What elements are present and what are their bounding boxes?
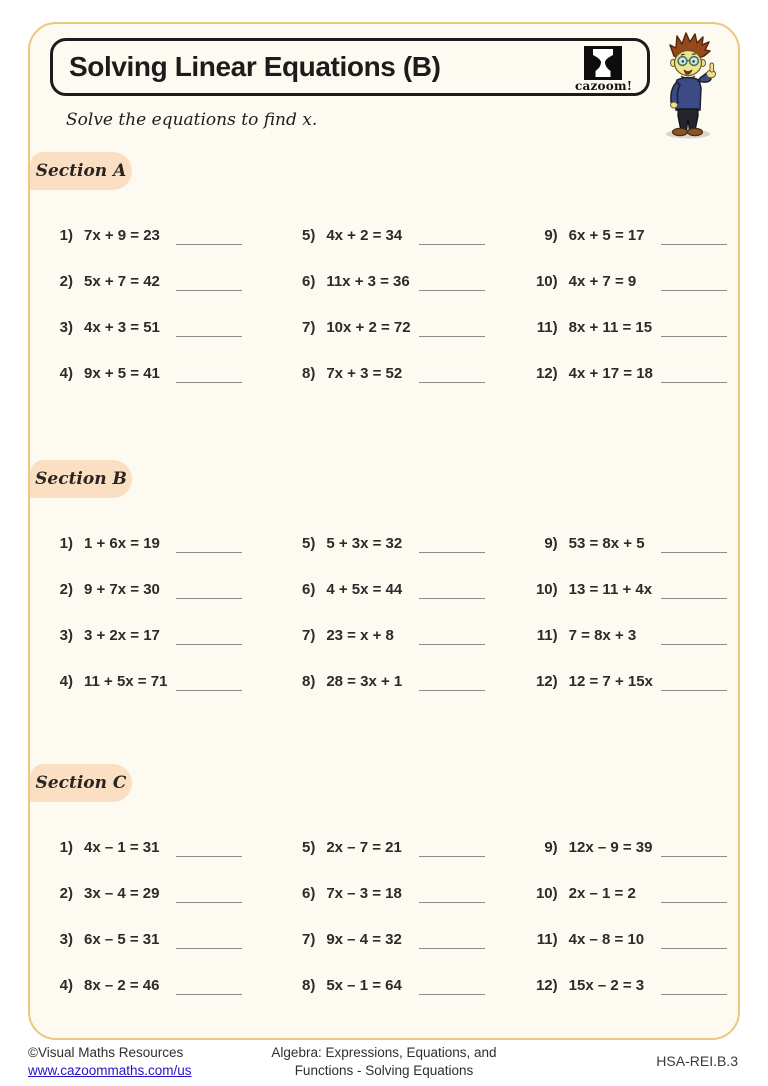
- problem-number: 5): [301, 838, 316, 856]
- problem-number: 7): [301, 930, 316, 948]
- problem-number: 9): [544, 838, 558, 856]
- logo-wordmark: cazoom!: [575, 79, 633, 93]
- answer-line: [661, 690, 727, 691]
- equation-problem: [45, 962, 242, 1008]
- equation-problem: [530, 824, 727, 870]
- equation-text: 13 = 11 + 4x: [568, 580, 653, 598]
- problem-number: 8): [301, 976, 316, 994]
- answer-line: [419, 598, 485, 599]
- equation-problem: [45, 566, 242, 612]
- equation-problem: [530, 916, 727, 962]
- equation-text: 9x + 5 = 41: [84, 364, 160, 382]
- equation-text: 4x + 7 = 9: [568, 272, 637, 290]
- answer-line: [661, 336, 727, 337]
- problem-number: 9): [544, 226, 558, 244]
- equation-text: 7 = 8x + 3: [568, 626, 637, 644]
- answer-line: [661, 598, 727, 599]
- equation-text: 6x – 5 = 31: [84, 930, 160, 948]
- topic-line-2: Functions - Solving Equations: [294, 1062, 474, 1078]
- equation-text: 12x – 9 = 39: [568, 838, 653, 856]
- problem-number: 4): [59, 672, 73, 690]
- answer-line: [176, 856, 242, 857]
- equation-problem: [530, 212, 727, 258]
- equation-text: 2x – 1 = 2: [568, 884, 636, 902]
- answer-line: [419, 644, 485, 645]
- equation-text: 5x + 7 = 42: [84, 272, 160, 290]
- answer-line: [419, 994, 485, 995]
- equation-text: 11x + 3 = 36: [326, 272, 410, 290]
- problem-number: 10): [535, 272, 558, 290]
- problem-number: 7): [301, 626, 316, 644]
- answer-line: [661, 382, 727, 383]
- footer-copyright-block: [28, 1044, 192, 1079]
- problem-number: 2): [59, 272, 73, 290]
- answer-line: [661, 902, 727, 903]
- equation-problem: [287, 870, 484, 916]
- equation-problem: [287, 916, 484, 962]
- answer-line: [176, 552, 242, 553]
- problem-number: 6): [301, 272, 316, 290]
- problem-number: 7): [301, 318, 316, 336]
- problem-number: 12): [535, 364, 558, 382]
- topic-line-1: Algebra: Expressions, Equations, and: [271, 1045, 497, 1060]
- equation-problem: [287, 824, 484, 870]
- footer-topic-block: [234, 1044, 534, 1079]
- hourglass-logo-icon: [584, 46, 622, 80]
- answer-line: [661, 290, 727, 291]
- equation-problem: [287, 304, 484, 350]
- equation-text: 15x – 2 = 3: [568, 976, 645, 994]
- answer-line: [661, 856, 727, 857]
- answer-line: [176, 690, 242, 691]
- equation-text: 28 = 3x + 1: [326, 672, 403, 690]
- section-b-problems: [45, 520, 727, 704]
- answer-line: [419, 290, 485, 291]
- equation-text: 7x + 9 = 23: [84, 226, 160, 244]
- equation-problem: [45, 350, 242, 396]
- equation-problem: [287, 566, 484, 612]
- problem-number: 2): [59, 884, 73, 902]
- section-a: [30, 152, 742, 396]
- equation-problem: [287, 520, 484, 566]
- answer-line: [176, 644, 242, 645]
- problem-number: 8): [301, 364, 316, 382]
- equation-problem: [530, 350, 727, 396]
- equation-problem: [287, 212, 484, 258]
- equation-text: 9 + 7x = 30: [84, 580, 160, 598]
- section-c: [30, 764, 742, 1008]
- answer-line: [176, 902, 242, 903]
- equation-text: 23 = x + 8: [326, 626, 394, 644]
- equation-text: 4 + 5x = 44: [326, 580, 403, 598]
- equation-problem: [287, 612, 484, 658]
- problem-number: 12): [535, 672, 558, 690]
- answer-line: [176, 290, 242, 291]
- equation-text: 4x + 3 = 51: [84, 318, 160, 336]
- equation-problem: [287, 962, 484, 1008]
- problem-number: 3): [59, 318, 73, 336]
- equation-problem: [530, 870, 727, 916]
- equation-text: 4x + 2 = 34: [326, 226, 403, 244]
- equation-problem: [530, 566, 727, 612]
- standard-code: HSA-REI.B.3: [656, 1053, 738, 1069]
- equation-text: 8x + 11 = 15: [568, 318, 653, 336]
- cazoom-logo: [575, 46, 631, 93]
- section-c-problems: [45, 824, 727, 1008]
- answer-line: [661, 994, 727, 995]
- section-b-heading: Section B: [30, 460, 132, 498]
- equation-problem: [45, 612, 242, 658]
- equation-problem: [45, 824, 242, 870]
- equation-text: 6x + 5 = 17: [568, 226, 645, 244]
- equation-text: 11 + 5x = 71: [84, 672, 168, 690]
- instruction-text: Solve the equations to find x.: [66, 110, 318, 130]
- equation-text: 4x – 8 = 10: [568, 930, 645, 948]
- answer-line: [176, 244, 242, 245]
- copyright-text: ©Visual Maths Resources: [28, 1045, 184, 1060]
- equation-problem: [45, 870, 242, 916]
- equation-text: 9x – 4 = 32: [326, 930, 402, 948]
- equation-text: 1 + 6x = 19: [84, 534, 160, 552]
- equation-text: 3x – 4 = 29: [84, 884, 160, 902]
- answer-line: [176, 598, 242, 599]
- problem-number: 10): [535, 884, 558, 902]
- equation-problem: [530, 520, 727, 566]
- answer-line: [419, 552, 485, 553]
- equation-problem: [530, 612, 727, 658]
- equation-text: 8x – 2 = 46: [84, 976, 160, 994]
- equation-text: 7x – 3 = 18: [326, 884, 402, 902]
- equation-text: 4x – 1 = 31: [84, 838, 160, 856]
- equation-text: 2x – 7 = 21: [326, 838, 402, 856]
- equation-text: 5x – 1 = 64: [326, 976, 402, 994]
- answer-line: [176, 994, 242, 995]
- section-a-problems: [45, 212, 727, 396]
- problem-number: 4): [59, 364, 73, 382]
- answer-line: [176, 336, 242, 337]
- problem-number: 3): [59, 930, 73, 948]
- equation-problem: [45, 258, 242, 304]
- equation-problem: [530, 658, 727, 704]
- equation-problem: [45, 916, 242, 962]
- equation-problem: [45, 658, 242, 704]
- problem-number: 1): [59, 226, 73, 244]
- section-b: [30, 460, 742, 704]
- section-a-heading: Section A: [30, 152, 132, 190]
- answer-line: [661, 948, 727, 949]
- answer-line: [419, 902, 485, 903]
- problem-number: 5): [301, 534, 316, 552]
- problem-number: 1): [59, 534, 73, 552]
- problem-number: 6): [301, 580, 316, 598]
- problem-number: 10): [535, 580, 558, 598]
- equation-text: 53 = 8x + 5: [568, 534, 645, 552]
- problem-number: 1): [59, 838, 73, 856]
- equation-problem: [287, 658, 484, 704]
- answer-line: [176, 382, 242, 383]
- problem-number: 11): [536, 626, 558, 644]
- equation-problem: [45, 212, 242, 258]
- equation-problem: [287, 258, 484, 304]
- answer-line: [176, 948, 242, 949]
- website-link[interactable]: www.cazoommaths.com/us: [28, 1062, 192, 1078]
- answer-line: [419, 948, 485, 949]
- equation-problem: [530, 258, 727, 304]
- answer-line: [661, 552, 727, 553]
- answer-line: [419, 244, 485, 245]
- equation-text: 12 = 7 + 15x: [568, 672, 653, 690]
- answer-line: [419, 856, 485, 857]
- answer-line: [419, 382, 485, 383]
- problem-number: 9): [544, 534, 558, 552]
- equation-text: 4x + 17 = 18: [568, 364, 653, 382]
- equation-problem: [530, 304, 727, 350]
- equation-problem: [530, 962, 727, 1008]
- problem-number: 11): [536, 930, 558, 948]
- equation-text: 7x + 3 = 52: [326, 364, 403, 382]
- title-box: [50, 38, 650, 96]
- equation-problem: [45, 304, 242, 350]
- answer-line: [661, 644, 727, 645]
- mascot-boy-illustration: [648, 32, 734, 140]
- equation-text: 5 + 3x = 32: [326, 534, 403, 552]
- answer-line: [661, 244, 727, 245]
- answer-line: [419, 690, 485, 691]
- problem-number: 6): [301, 884, 316, 902]
- problem-number: 8): [301, 672, 316, 690]
- worksheet-card: [28, 22, 740, 1040]
- problem-number: 5): [301, 226, 316, 244]
- answer-line: [419, 336, 485, 337]
- problem-number: 11): [536, 318, 558, 336]
- equation-problem: [45, 520, 242, 566]
- section-c-heading: Section C: [30, 764, 132, 802]
- equation-text: 3 + 2x = 17: [84, 626, 160, 644]
- equation-text: 10x + 2 = 72: [326, 318, 411, 336]
- problem-number: 3): [59, 626, 73, 644]
- page-title: Solving Linear Equations (B): [69, 51, 441, 82]
- problem-number: 4): [59, 976, 73, 994]
- problem-number: 2): [59, 580, 73, 598]
- problem-number: 12): [535, 976, 558, 994]
- equation-problem: [287, 350, 484, 396]
